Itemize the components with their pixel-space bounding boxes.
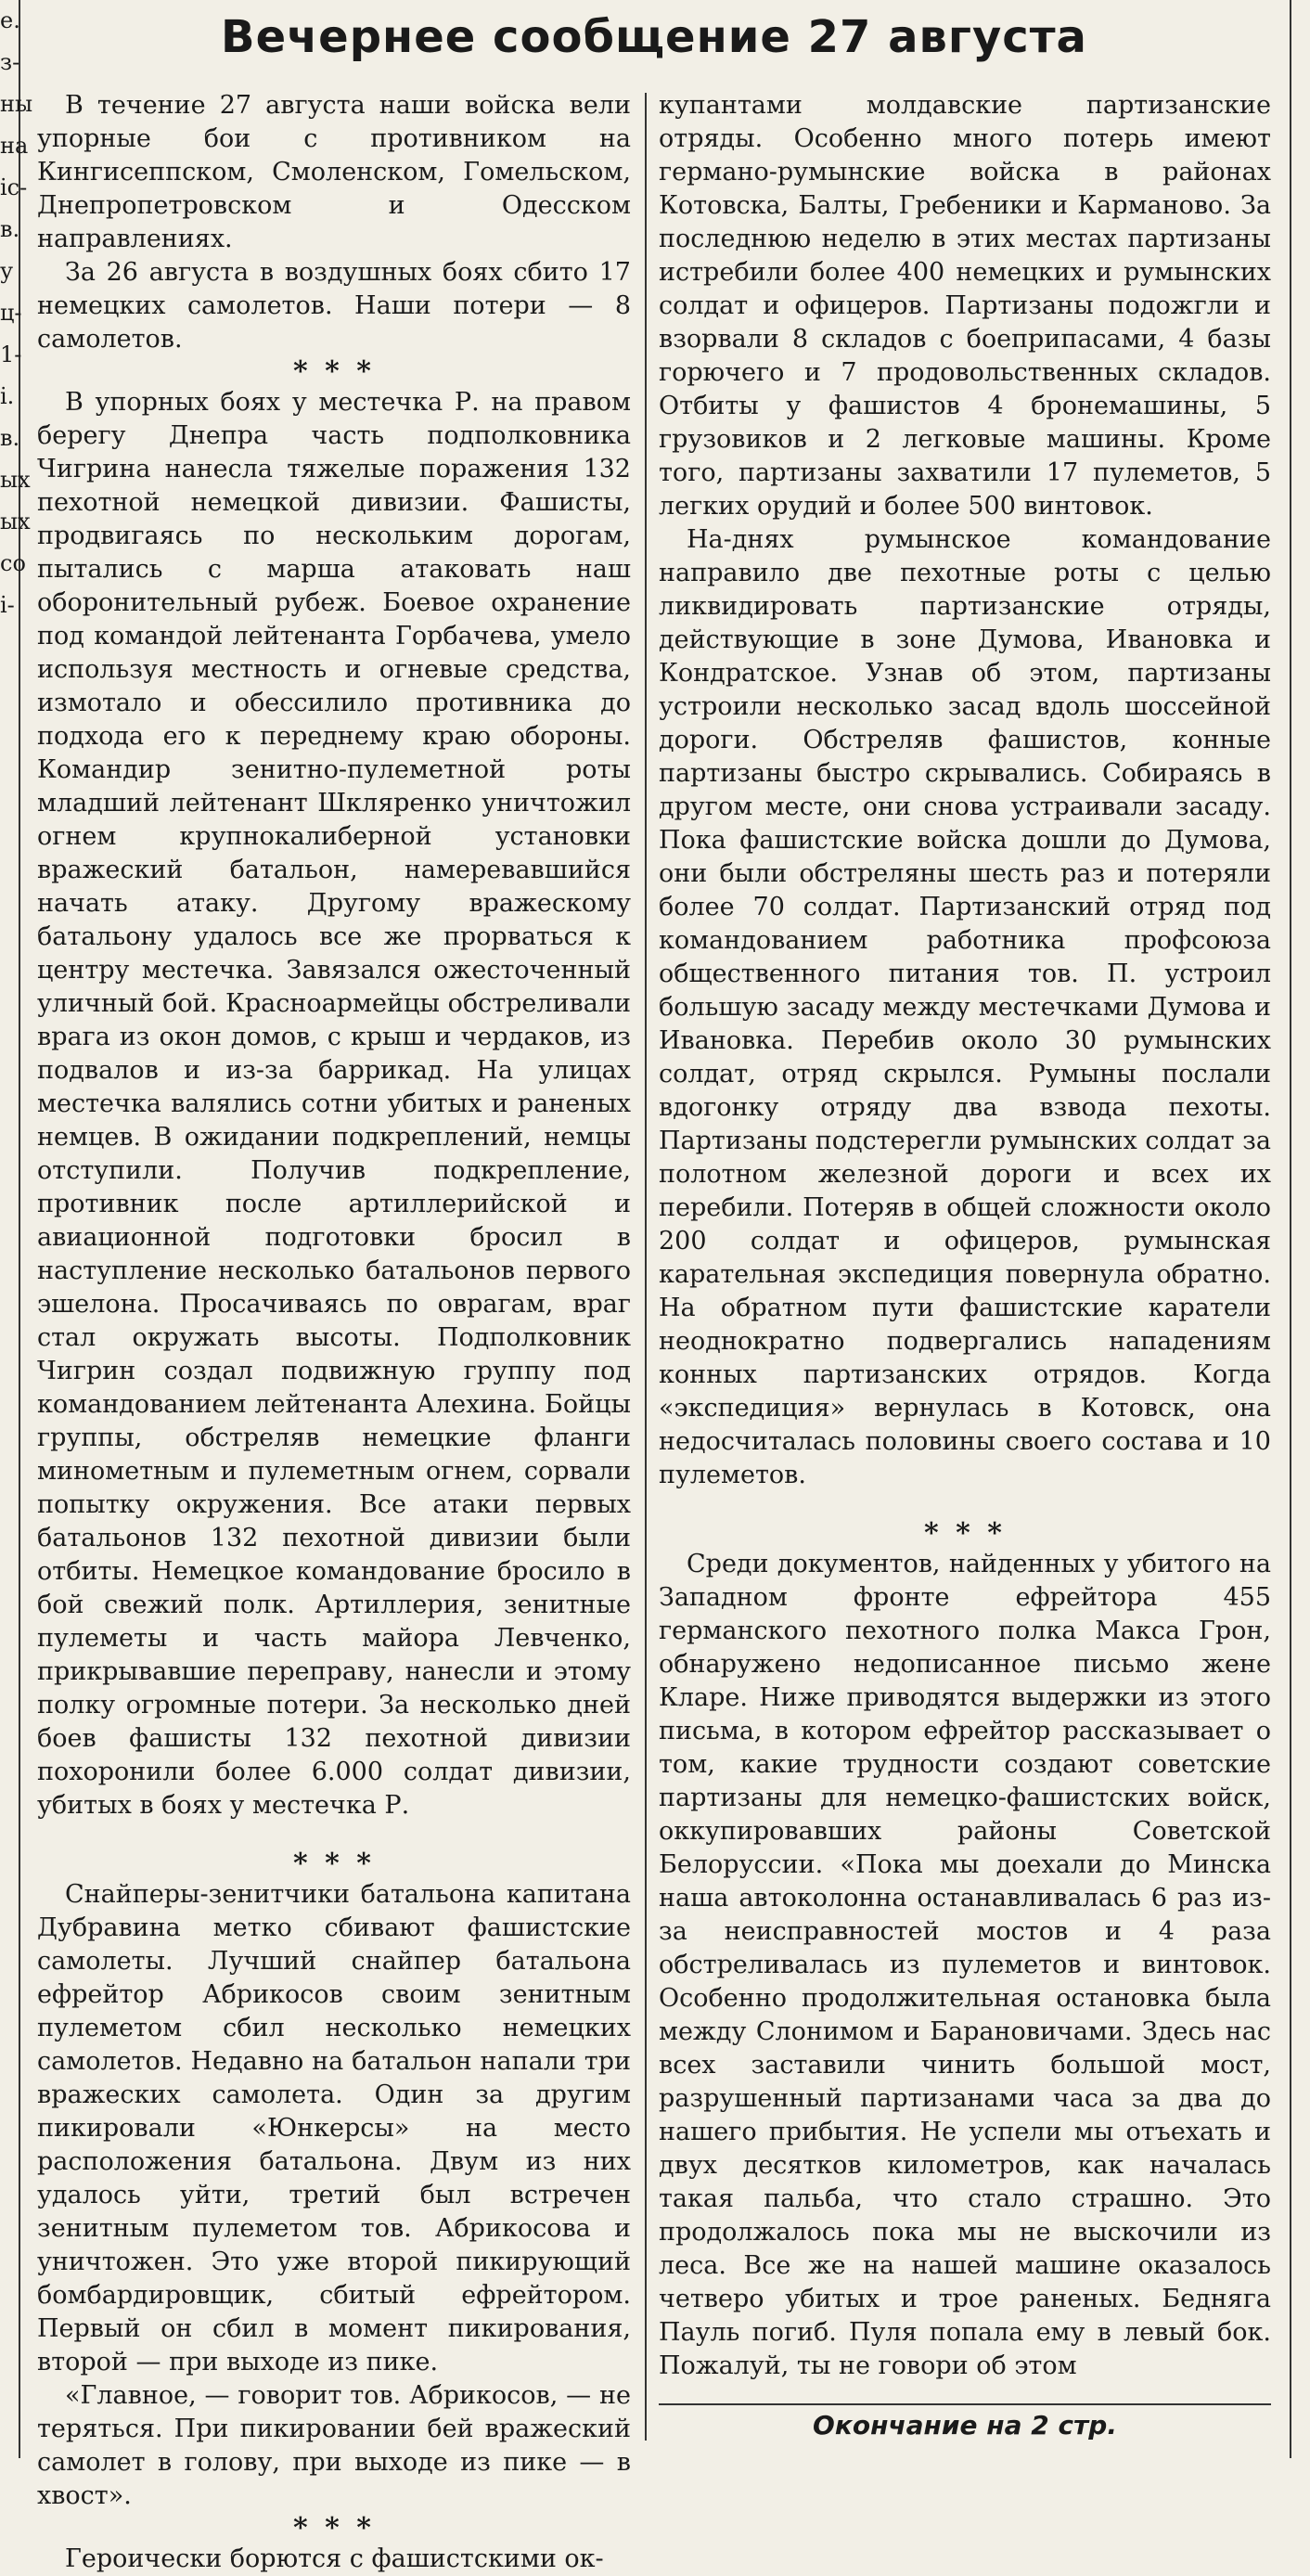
left-strip-fragment xyxy=(0,1253,19,1294)
left-strip-fragment xyxy=(0,1086,19,1127)
left-strip-fragment xyxy=(0,877,19,919)
left-strip-fragment xyxy=(0,835,19,877)
left-strip-fragment: ых xyxy=(0,467,31,493)
left-strip-fragment xyxy=(0,710,19,752)
left-strip-fragment xyxy=(0,1044,19,1086)
section-separator: * * * xyxy=(293,355,375,388)
left-strip-fragment: ны xyxy=(0,91,33,117)
left-strip-fragment: ых xyxy=(0,509,31,535)
left-strip-fragment: у xyxy=(0,258,14,284)
left-strip-fragment: е. xyxy=(0,7,20,33)
article-title: Вечернее сообщение 27 августа xyxy=(221,11,1087,63)
section-separator: * * * xyxy=(924,1517,1006,1550)
left-strip-fragment xyxy=(0,1211,19,1253)
left-strip-fragment: 1- xyxy=(0,341,22,367)
left-strip-fragment xyxy=(0,1294,19,1336)
left-neighbor-column-fragment xyxy=(0,0,33,2458)
left-strip-fragment xyxy=(0,919,19,960)
paragraph-romanian-expedition: На-днях румынское командование направило две пехотные роты с целью ликвидировать партизанские отряды, действующие в зоне Думова, Ивановка и Кондратское. Узнав об этом, партизаны устроили несколько засад вдоль шоссейной дороги. Обстреляв фашистов, конные партизаны быстро скрывались. Собираясь в другом месте, они снова устраивали засаду. Пока фашистские войска дошли до Думова, они были обстреляны шесть раз и потеряли более 70 солдат. Партизанский отряд под командованием работника профсоюза общественного питания тов. П. устроил большую засаду между местечками Думова и Ивановка. Перебив около 30 румынских солдат, отряд скрылся. Румыны послали вдогонку отряду два взвода пехоты. Партизаны подстерегли румынских солдат за полотном железной дороги и всех их перебили. Потеряв в общей сложности около 200 солдат и офицеров, румынская карательная экспедиция повернула обратно. На обратном пути фашистские каратели неоднократно подвергались нападениям конных партизанских отрядов. Когда «экспедиция» вернулась в Котовск, она недосчиталась половины своего состава и 10 пулеметов. xyxy=(659,525,1271,1489)
left-strip-fragment xyxy=(0,1002,19,1044)
paragraph-battle-r: В упорных боях у местечка Р. на правом берегу Днепра часть подполковника Чигрина нанесла тяжелые поражения 132 пехотной немецкой дивизии. Фашисты, продвигаясь по нескольким дорогам, пытались с марша атаковать наш оборонительный рубеж. Боевое охранение под командой лейтенанта Горбачева, умело используя местность и огневые средства, измотало и обессилило противника до подхода его к переднему краю обороны. Командир зенитно-пулеметной роты младший лейтенант Шкляренко уничтожил огнем крупнокалиберной установки вражеский батальон, намеревавшийся начать атаку. Другому вражескому батальону удалось все же прорваться к центру местечка. Завязался ожесточенный уличный бой. Красноармейцы обстреливали врага из окон домов, с крыш и чердаков, из подвалов и из-за баррикад. На улицах местечка валялись сотни убитых и раненых немцев. В ожидании подкреплений, немцы отступили. Получив подкрепление, противник после артиллерийской и авиационной подготовки бросил в наступление несколько батальонов первого эшелона. Просачиваясь по оврагам, враг стал окружать высоты. Подполковник Чигрин создал подвижную группу под командованием лейтенанта Алехина. Бойцы группы, обстреляв немецкие фланги минометным и пулеметным огнем, сорвали попытку окружения. Все атаки первых батальонов 132 пехотной дивизии были отбиты. Немецкое командование бросило в бой свежий полк. Артиллерия, зенитные пулеметы и часть майора Левченко, прикрывавшие переправу, нанесли и этому полку огромные потери. За несколько дней боев фашисты 132 пехотной дивизии похоронили более 6.000 солдат дивизии, убитых в боях у местечка Р. xyxy=(37,388,631,1820)
right-neighbor-column-fragment xyxy=(1290,0,1310,2458)
section-separator: * * * xyxy=(293,2512,375,2544)
left-strip-fragment: на xyxy=(0,133,29,159)
left-strip-fragment: ц- xyxy=(0,300,22,326)
paragraph-letter: Среди документов, найденных у убитого на Западном фронте ефрейтора 455 германского пехотного полка Макса Грон, обнаружено недописанное письмо жене Кларе. Ниже приводятся выдержки из этого письма, в котором ефрейтор рассказывает о том, какие трудности создают советские партизаны для немецко-фашистских войск, оккупировавших районы Советской Белоруссии. «Пока мы доехали до Минска наша автоколонна останавливалась 6 раз из-за неисправностей мостов и 4 раза обстреливалась из пулеметов и винтовок. Особенно продолжительная остановка была между Слонимом и Барановичами. Здесь нас всех заставили чинить большой мост, разрушенный партизанами часа за два до нашего прибытия. Не успели мы отъехать и двух десятков километров, как началась такая пальба, что стало страшно. Это продолжалось пока мы не выскочили из леса. Все же на нашей машине оказалось четверо убитых и трое раненых. Бедняга Пауль погиб. Пуля попала ему в левый бок. Пожалуй, ты не говори об этом xyxy=(659,1550,1271,2380)
left-strip-fragment: со xyxy=(0,550,26,576)
paragraph-moldavian-partisans: купантами молдавские партизанские отряды. Особенно много потерь имеют германо-румынские войска в районах Котовска, Балты, Гребеники и Карманово. За последнюю неделю в этих местах партизаны истребили более 400 немецких и румынских солдат и офицеров. Партизаны подожгли и взорвали 8 складов с боеприпасами, 4 базы горючего и 7 продовольственных складов. Отбиты у фашистов 4 бронемашины, 5 грузовиков и 2 легковые машины. Кроме того, партизаны захватили 17 пулеметов, 5 легких орудий и более 500 винтовок. xyxy=(659,91,1271,521)
left-strip-fragment xyxy=(0,960,19,1002)
paragraph-intro: В течение 27 августа наши войска вели упорные бои с противником на Кингисеппском, Смоленском, Гомельском, Днепропетровском и Одесском направлениях. xyxy=(37,91,631,253)
left-strip-fragment xyxy=(0,626,19,668)
column-right xyxy=(659,89,1271,2383)
left-strip-fragment: в. xyxy=(0,216,20,242)
left-strip-fragment xyxy=(0,1169,19,1211)
left-strip-fragment: і. xyxy=(0,383,15,409)
paragraph-snipers: Снайперы-зенитчики батальона капитана Дубравина метко сбивают фашистские самолеты. Лучший снайпер батальона ефрейтор Абрикосов своим зенитным пулеметом сбил несколько немецких самолетов. Недавно на батальон напали три вражеских самолета. Один за другим пикировали «Юнкерсы» на место расположения батальона. Двум из них удалось уйти, третий был встречен зенитным пулеметом тов. Абрикосова и уничтожен. Это уже второй пикирующий бомбардировщик, сбитый ефрейтором. Первый он сбил в момент пикирования, второй — при выходе из пике. xyxy=(37,1880,631,2376)
left-strip-fragment: з- xyxy=(0,49,20,75)
left-strip-fragment xyxy=(0,668,19,710)
left-strip-fragment xyxy=(0,793,19,835)
left-strip-fragment: іс- xyxy=(0,174,28,200)
left-strip-fragment xyxy=(0,1127,19,1169)
left-strip-fragment: в. xyxy=(0,425,20,451)
paragraph-partisans-start: Героически борются с фашистскими ок- xyxy=(65,2544,604,2573)
section-separator: * * * xyxy=(293,1848,375,1880)
continuation-note: Окончание на 2 стр. xyxy=(659,2403,1271,2442)
paragraph-quote-abrikosov: «Главное, — говорит тов. Абрикосов, — не теряться. При пикировании бей вражеский самолет в голову, при выходе из пике — в хвост». xyxy=(37,2381,631,2510)
left-strip-fragment xyxy=(0,752,19,793)
paragraph-air-losses: За 26 августа в воздушных боях сбито 17 немецких самолетов. Наши потери — 8 самолетов. xyxy=(37,258,631,354)
left-strip-fragment: і- xyxy=(0,592,15,618)
column-divider xyxy=(645,93,647,2441)
column-left xyxy=(37,89,631,2576)
